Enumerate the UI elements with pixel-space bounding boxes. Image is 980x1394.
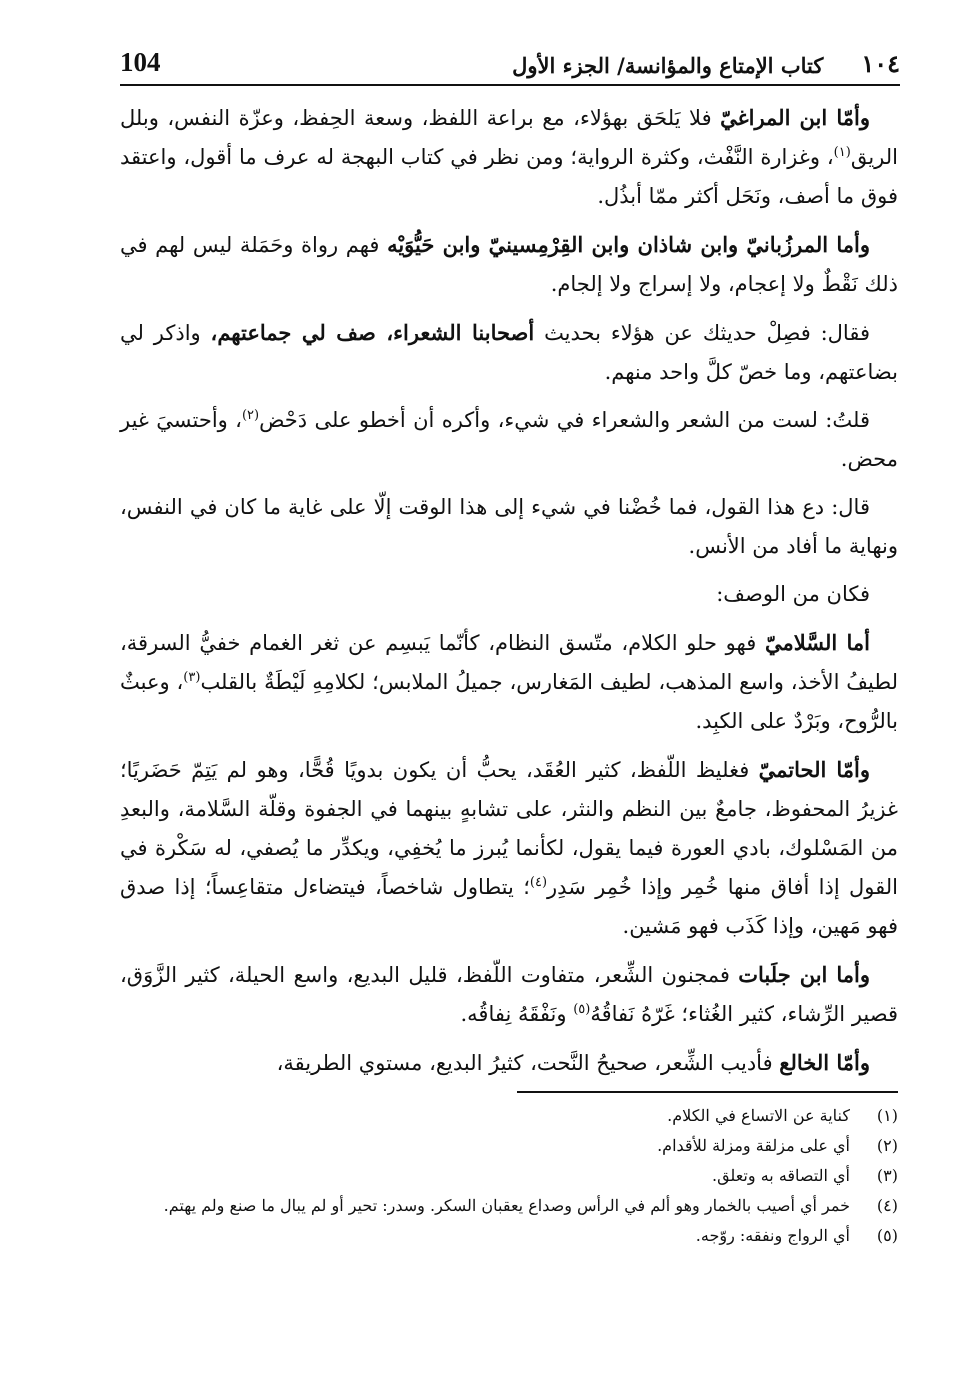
paragraph: [120, 1043, 898, 1083]
footnote: [120, 1193, 898, 1219]
paragraph-text: فهو حلو الكلام، متّسق النظام، كأنّما يَبسِم عن ثغر الغمام خفيُّ السرقة، لطيفُ الأخذ، واسع المذهب، لطيف المَغارس، جميلُ الملابس؛ لكلامِهِ لَيْطَةٌ بالقلب: [120, 631, 898, 694]
footnote: [120, 1103, 898, 1129]
header-right-group: [512, 49, 900, 78]
footnote-ref: (٢): [241, 408, 260, 423]
paragraph-text: فقال: فصِلْ حديثك عن هؤلاء بحديث: [534, 321, 870, 345]
paragraph: [120, 401, 898, 479]
paragraph-text: فهم رواة وحَمَلة ليس لهم في ذلك نَقْطٌ ولا إعجام، ولا إسراج ولا إلجام.: [120, 233, 898, 296]
paragraph: [120, 225, 898, 304]
footnote-divider: [517, 1091, 898, 1093]
paragraph-lead: وأمّا الحاتميّ: [758, 757, 871, 782]
footnote-text: أي التصاقه به وتعلق.: [711, 1166, 850, 1185]
paragraph-lead: وأما المرزُبانيّ وابن شاذان وابن القِرْمِسينيّ وابن حَيُّوَيْه: [387, 232, 870, 257]
footnotes: [120, 1103, 898, 1253]
paragraph-tail: ، وأحتسيَ غير محض.: [120, 408, 898, 471]
paragraph-text: قلتُ: لست من الشعر والشعراء في شيء، وأكره أن أخطو على دَحْض: [259, 408, 870, 432]
page-header: [120, 38, 900, 86]
footnote-number: (٤): [876, 1196, 898, 1215]
paragraph-tail: واذكر لي بضاعتهم، وما خصّ كلَّ واحد منهم.: [120, 321, 898, 384]
paragraph-text: فمجنون الشِّعر، متفاوت اللّفظ، قليل البديع، واسع الحيلة، كثير الزَّوَق، قصير الرِّشاء، كثير الغُثاء؛ غَرّهُ نَفاقُهُ: [120, 963, 898, 1026]
footnote: [120, 1163, 898, 1189]
footnote-number: (١): [876, 1106, 898, 1125]
footnote-ref: (١): [833, 145, 851, 160]
paragraph-text: فكان من الوصف:: [716, 582, 870, 606]
paragraph-tail: ؛ يتطاول شاخصاً، فيتضاءل متقاعِساً؛ إذا صدق فهو مَهين، وإذا كَذَب فهو مَشين.: [120, 875, 898, 938]
footnote-text: أي الرواج ونفقه: روّجه.: [695, 1226, 850, 1245]
paragraph-lead: وأمّا الخالع: [779, 1050, 870, 1075]
footnote-number: (٣): [876, 1166, 898, 1185]
paragraph: [120, 955, 898, 1034]
paragraph: [120, 575, 898, 614]
running-title: كتاب الإمتاع والمؤانسة/ الجزء الأول: [512, 53, 824, 78]
footnote: [120, 1223, 898, 1249]
footnote-ref: (٥): [573, 1002, 591, 1017]
paragraph-tail: ، وغزارة النَّفْث، وكثرة الرواية؛ ومن نظر في كتاب البهجة له عرف ما أقول، واعتقد فوق ما أصف، ونَحَل أكثر ممّا أبذُل.: [120, 145, 898, 208]
paragraph: [120, 488, 898, 566]
footnote-number: (٥): [876, 1226, 898, 1245]
paragraph-text: فلا يَلحَق بهؤلاء، مع براعة اللفظ، وسعة الحِفظ، وعزّة النفس، وبلل الريق: [120, 106, 898, 169]
paragraph-tail: ، وعبثٌ بالرُّوح، وبَرْدٌ على الكبِد.: [120, 670, 898, 733]
paragraph-bold-phrase: أصحابنا الشعراء، صف لي جماعتهم،: [210, 320, 535, 345]
paragraph-text: فغليظ اللّفظ، كثير العُقَد، يحبُّ أن يكون بدويًا قُحًّا، وهو لم يَتِمّ حَضَريًا؛ غزيرُ المحفوظ، جامعٌ بين النظم والنثر، على تشابهٍ بينهما في الجفوة وقلّة السَّلامة، والبعدِ من المَسْلوك، بادي العورة فيما يقول، لكأنما يُبرز ما يُخفِي، ويكدِّر ما يُصفي، له سَكْرة في القول إذا أفاق منها خُمِر وإذا خُمِر سَدِر: [120, 758, 898, 899]
paragraph-lead: أما السَّلاميّ: [764, 630, 870, 655]
paragraph: [120, 623, 898, 741]
paragraph: [120, 98, 898, 216]
footnote-text: أي على مزلقة ومزلة للأقدام.: [657, 1136, 850, 1155]
footnote: [120, 1133, 898, 1159]
page-number-arabic: ١٠٤: [861, 49, 900, 78]
footnote-ref: (٤): [529, 875, 548, 890]
footnote-ref: (٣): [183, 670, 201, 685]
footnote-text: كناية عن الاتساع في الكلام.: [667, 1106, 850, 1125]
paragraph-tail: ونَفْقَهُ نِفاقُه.: [460, 1002, 574, 1026]
paragraph-lead: وأمّا ابن المراغيّ: [720, 105, 870, 130]
paragraph-text: فأديب الشِّعر، صحيحُ النَّحت، كثيرُ البديع، مستوي الطريقة،: [276, 1051, 780, 1075]
footnote-number: (٢): [876, 1136, 898, 1155]
footnote-text: خمر أي أصيب بالخمار وهو ألم في الرأس وصداع يعقبان السكر. وسدر: تحير أو لم يبال ما صنع ولم يهتم.: [163, 1196, 850, 1215]
main-text: [120, 98, 898, 1092]
paragraph: [120, 750, 898, 946]
paragraph-text: قال: دع هذا القول، فما خُضْنا في شيء إلى هذا الوقت إلّا على غاية ما كان في النفس، ونهاية ما أفاد من الأنس.: [120, 495, 898, 558]
page-number-latin: 104: [120, 47, 161, 77]
paragraph: [120, 313, 898, 392]
paragraph-lead: وأما ابن جلَبات: [738, 962, 870, 987]
